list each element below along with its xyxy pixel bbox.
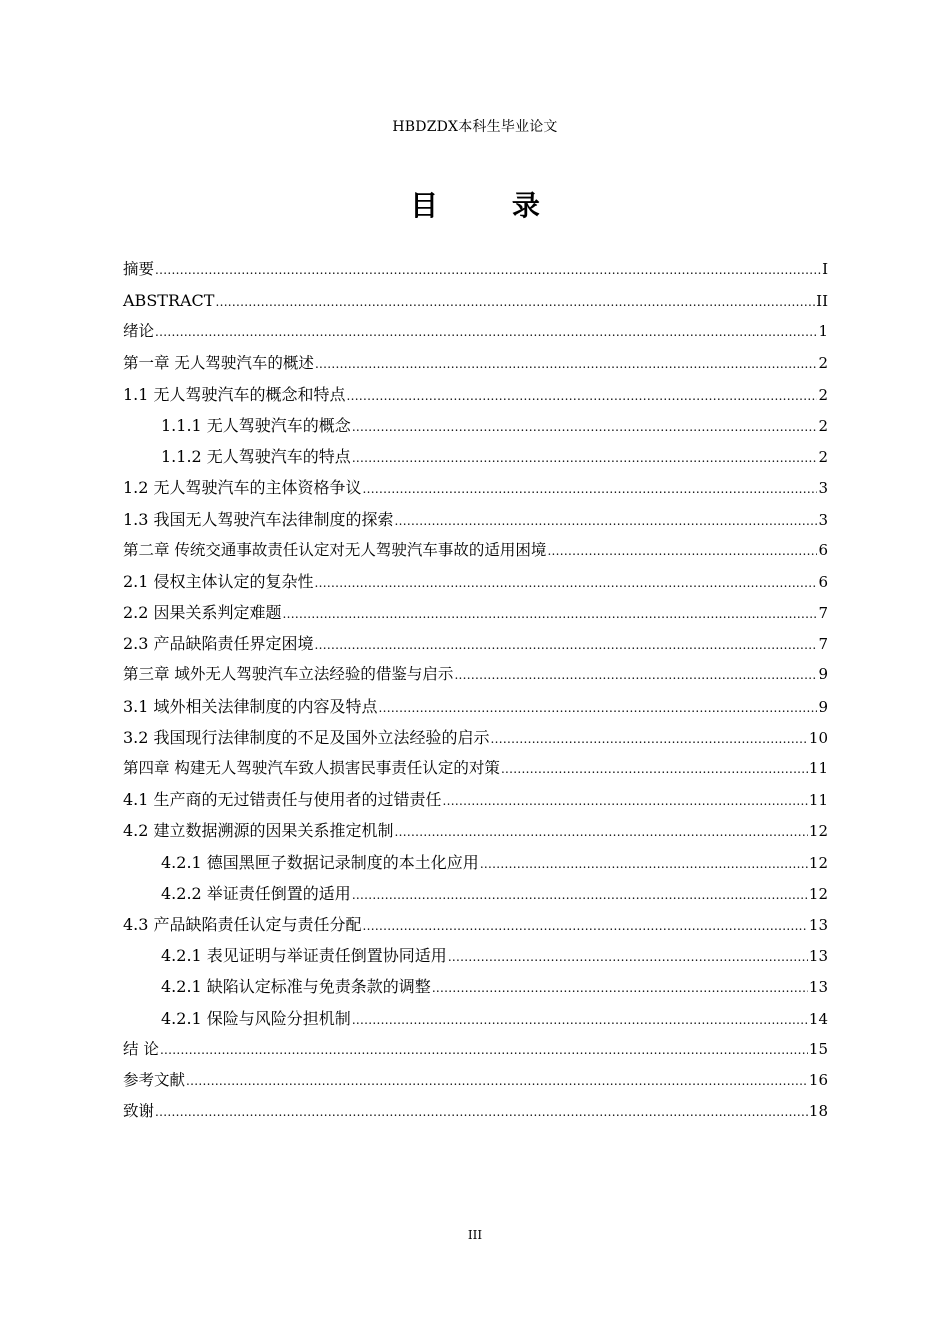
- toc-entry[interactable]: [123, 316, 828, 347]
- toc-entry[interactable]: [123, 909, 828, 940]
- toc-entry-label: 3.2 我国现行法律制度的不足及国外立法经验的启示: [123, 727, 490, 747]
- toc-entry-page: 2: [818, 353, 828, 372]
- toc-entry-page: 9: [818, 697, 828, 716]
- toc-entry-page: 12: [808, 884, 828, 903]
- toc-entry-label: ABSTRACT: [123, 291, 215, 311]
- toc-entry[interactable]: [123, 410, 828, 441]
- dot-leader: [480, 849, 808, 880]
- dot-leader: [347, 381, 818, 412]
- toc-entry-page: 2: [818, 385, 828, 404]
- toc-entry-page: II: [816, 292, 828, 311]
- toc-entry-label: 1.1.2 无人驾驶汽车的特点: [161, 447, 351, 467]
- toc-entry-label: 4.2.1 缺陷认定标准与免责条款的调整: [161, 977, 431, 997]
- toc-entry-page: 7: [818, 635, 828, 654]
- toc-entry-page: 2: [818, 416, 828, 435]
- toc-entry-label: 4.2.2 举证责任倒置的适用: [161, 883, 351, 903]
- toc-entry-page: 13: [808, 947, 828, 966]
- toc-entry-label: 1.2 无人驾驶汽车的主体资格争议: [123, 478, 362, 498]
- toc-entry[interactable]: [123, 566, 828, 597]
- toc-entry[interactable]: [123, 971, 828, 1002]
- toc-entry[interactable]: [123, 379, 828, 410]
- toc-entry-page: 9: [818, 665, 828, 684]
- toc-entry-page: 3: [818, 479, 828, 498]
- dot-leader: [283, 599, 818, 630]
- dot-leader: [160, 1035, 808, 1066]
- toc-entry[interactable]: [123, 285, 828, 316]
- dot-leader: [379, 693, 818, 724]
- toc-entry[interactable]: [123, 722, 828, 753]
- dot-leader: [155, 255, 821, 286]
- dot-leader: [186, 1066, 808, 1097]
- dot-leader: [501, 754, 808, 785]
- toc-entry-page: 11: [808, 759, 828, 777]
- toc-entry[interactable]: [123, 254, 828, 285]
- toc-entry-page: 6: [818, 572, 828, 591]
- toc-entry-label: 致谢: [123, 1102, 155, 1121]
- dot-leader: [363, 474, 818, 505]
- toc-entry[interactable]: [123, 1065, 828, 1096]
- toc-entry[interactable]: [123, 348, 828, 379]
- toc-entry-label: 1.3 我国无人驾驶汽车法律制度的探索: [123, 509, 394, 529]
- toc-title: 目 录: [410, 189, 572, 222]
- toc-entry-label: 4.2.1 表见证明与举证责任倒置协同适用: [161, 946, 447, 966]
- toc-entry-page: 16: [808, 1070, 828, 1089]
- toc-entry-page: 10: [808, 728, 828, 747]
- toc-entry[interactable]: [123, 753, 828, 784]
- toc-entry[interactable]: [123, 441, 828, 472]
- toc-entry-page: 15: [808, 1039, 828, 1058]
- toc-entry-page: 6: [818, 540, 828, 559]
- dot-leader: [155, 317, 817, 348]
- page-number: III: [467, 1228, 483, 1242]
- toc-entry-label: 4.3 产品缺陷责任认定与责任分配: [123, 914, 362, 934]
- toc-entry[interactable]: [123, 784, 828, 815]
- toc-entry[interactable]: [123, 940, 828, 971]
- toc-entry[interactable]: [123, 659, 828, 690]
- dot-leader: [432, 973, 808, 1004]
- toc-entry[interactable]: [123, 535, 828, 566]
- dot-leader: [315, 349, 818, 380]
- toc-entry-page: 7: [818, 604, 828, 623]
- toc-entry[interactable]: [123, 847, 828, 878]
- dot-leader: [448, 942, 808, 973]
- toc-entry-label: 4.2 建立数据溯源的因果关系推定机制: [123, 821, 394, 841]
- toc-entry-page: 2: [818, 448, 828, 467]
- toc-entry[interactable]: [123, 815, 828, 846]
- toc-entry-label: 1.1.1 无人驾驶汽车的概念: [161, 415, 351, 435]
- toc-entry-label: 1.1 无人驾驶汽车的概念和特点: [123, 384, 346, 404]
- toc-entry[interactable]: [123, 1096, 828, 1127]
- dot-leader: [491, 724, 808, 755]
- toc-entry-page: 1: [818, 322, 828, 341]
- toc-entry-label: 第四章 构建无人驾驶汽车致人损害民事责任认定的对策: [123, 759, 500, 777]
- dot-leader: [547, 536, 817, 567]
- toc-entry-label: 绪论: [123, 322, 155, 341]
- toc-entry[interactable]: [123, 1003, 828, 1034]
- toc-entry-label: 4.2.1 德国黑匣子数据记录制度的本土化应用: [161, 852, 479, 872]
- toc-entry-page: 14: [808, 1009, 828, 1028]
- toc-entry-page: 12: [808, 822, 828, 841]
- dot-leader: [352, 880, 808, 911]
- toc-entry[interactable]: [123, 504, 828, 535]
- dot-leader: [395, 506, 818, 537]
- toc-entry[interactable]: [123, 691, 828, 722]
- toc-entry-label: 结 论: [123, 1039, 159, 1058]
- dot-leader: [215, 287, 815, 318]
- toc-entry-page: 11: [808, 791, 828, 810]
- toc-entry[interactable]: [123, 1034, 828, 1065]
- dot-leader: [395, 817, 808, 848]
- toc-entry-label: 摘要: [123, 260, 155, 278]
- dot-leader: [363, 911, 808, 942]
- toc-entry-label: 第二章 传统交通事故责任认定对无人驾驶汽车事故的适用困境: [123, 540, 547, 559]
- dot-leader: [352, 443, 818, 474]
- toc-entry-label: 3.1 域外相关法律制度的内容及特点: [123, 696, 378, 716]
- toc-entry-page: 12: [808, 853, 828, 872]
- table-of-contents: [123, 254, 828, 1127]
- running-header: HBDZDX本科生毕业论文: [392, 119, 558, 135]
- toc-entry-page: I: [822, 260, 828, 278]
- toc-entry-page: 13: [808, 915, 828, 934]
- toc-entry[interactable]: [123, 878, 828, 909]
- toc-entry[interactable]: [123, 597, 828, 628]
- toc-entry[interactable]: [123, 472, 828, 503]
- toc-entry-label: 第三章 域外无人驾驶汽车立法经验的借鉴与启示: [123, 665, 454, 684]
- toc-entry-label: 参考文献: [123, 1070, 186, 1089]
- toc-entry[interactable]: [123, 628, 828, 659]
- dot-leader: [315, 630, 818, 661]
- toc-entry-label: 2.3 产品缺陷责任界定困境: [123, 634, 314, 654]
- dot-leader: [352, 1005, 808, 1036]
- toc-entry-label: 2.2 因果关系判定难题: [123, 603, 282, 623]
- toc-entry-page: 3: [818, 510, 828, 529]
- toc-entry-page: 18: [808, 1102, 828, 1121]
- toc-entry-label: 2.1 侵权主体认定的复杂性: [123, 571, 314, 591]
- dot-leader: [443, 786, 808, 817]
- dot-leader: [155, 1097, 808, 1128]
- toc-entry-page: 13: [808, 978, 828, 997]
- dot-leader: [315, 568, 818, 599]
- dot-leader: [454, 660, 817, 691]
- toc-entry-label: 4.2.1 保险与风险分担机制: [161, 1008, 351, 1028]
- toc-entry-label: 4.1 生产商的无过错责任与使用者的过错责任: [123, 790, 442, 810]
- toc-entry-label: 第一章 无人驾驶汽车的概述: [123, 353, 314, 372]
- dot-leader: [352, 412, 818, 443]
